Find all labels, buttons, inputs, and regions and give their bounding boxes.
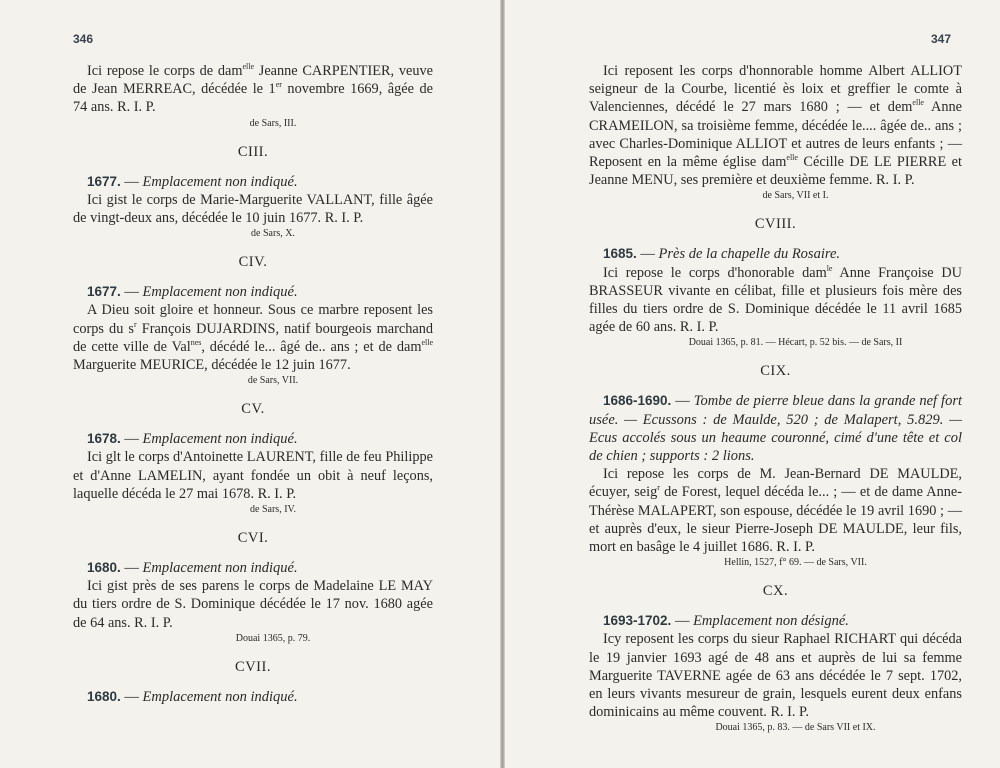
entry-source: Hellin, 1527, f° 69. — de Sars, VII. [724,557,867,569]
entry-source: de Sars, VII et I. [762,190,829,202]
entry-number: CX. [762,583,789,600]
entry-number: CV. [241,401,265,418]
entry-body: Ici glt le corps d'Antoinette LAURENT, fille de feu Philippe et d'Anne LAMELIN, ayant fondée un obit à neuf leçons, laquelle décéda le 27 mai 1678. R. I. P. [73,449,433,502]
entry-location: Tombe de pierre bleue dans la grande nef fort usée. — Ecussons : de Maulde, 520 ; de Malapert, 5.829. — Ecus accolés sous un heaume couronné, cimé d'une tête et col de chien ; supports : 2 lions. [589,393,963,465]
entry-heading [73,688,433,706]
entry-number: CIX. [760,363,791,380]
heading-dash: — [671,393,694,410]
entry-year: 1677. [87,173,121,189]
entry-location: Près de la chapelle du Rosaire. [658,246,841,263]
entry-number: CVIII. [754,216,797,233]
heading-dash: — [120,560,143,577]
entry-source: Douai 1365, p. 81. — Hécart, p. 52 bis. — de Sars, II [688,337,903,349]
entry-body: Ici repose le corps d'honorable dam$^{le}$ Anne Françoise DU BRASSEUR vivante en célibat, fille et plusieurs fois mère des filles du tiers ordre de S. Dominique décédée le 11 avril 1685 agée de 60 ans. R. I. P. [589,263,962,336]
entry-location: Emplacement non indiqué. [142,560,298,577]
entry-body: Ici repose les corps de M. Jean-Bernard DE MAULDE, écuyer, seig$^r$ de Forest, lequel décéda le... ; — et de dame Anne-Thérèse MALAPERT, son espouse, décédée le 19 avril 1690 ; — et auprès d'eux, le sieur Pierre-Joseph DE MAULDE, leur fils, mort en basâge le 4 juillet 1686. R. I. P. [589,466,963,556]
heading-dash: — [120,431,143,448]
entry-location: Emplacement non indiqué. [142,284,298,301]
entry-heading [589,392,962,465]
entry-number: CIV. [238,254,268,271]
entry-source: Douai 1365, p. 79. [235,632,311,644]
entry-location: Emplacement non désigné. [693,613,849,630]
entry-year: 1685. [603,246,637,262]
heading-dash: — [120,173,143,190]
entry-source: Douai 1365, p. 83. — de Sars VII et IX. [715,722,876,734]
entry-number: CVI. [237,530,269,547]
entry-source: de Sars, VII. [247,375,299,387]
entry-year: 1680. [87,688,121,704]
entry-location: Emplacement non indiqué. [142,688,298,705]
entry-body: A Dieu soit gloire et honneur. Sous ce marbre reposent les corps du $s^r$ François DUJARDINS, natif bourgeois marchand de cette ville de Val$^{nes}$, décédé le... âgé de.. ans ; et de dam$^{elle}$ Marguerite MEURICE, décédée le 12 juin 1677. [73,302,434,374]
entry-heading [73,173,433,191]
entry-year: 1686-1690. [603,393,672,409]
entry-source: de Sars, III. [249,117,297,129]
heading-dash: — [671,613,694,630]
page-number-right: 347 [931,32,952,46]
entry-body: Ici gist le corps de Marie-Marguerite VALLANT, fille âgée de vingt-deux ans, décédée le 10 juin 1677. R. I. P. [73,191,433,227]
left-column [73,62,433,706]
heading-dash: — [120,284,143,301]
right-column [589,62,962,734]
entry-source: de Sars, X. [251,228,295,240]
heading-dash: — [120,688,143,705]
entry-number: CVII. [235,658,271,675]
right-page [505,0,1000,768]
entry-heading [589,612,962,630]
entry-body: Icy reposent les corps du sieur Raphael RICHART qui décéda le 19 janvier 1693 agé de 48 ans et auprès de lui sa femme Marguerite TAVERNE agée de 63 ans décédée le 7 sept. 1702, en leurs vivants mesureur de grain, lesquels eurent deux enfans dominicains au même couvent. R. I. P. [589,631,962,721]
entry-year: 1693-1702. [603,613,672,629]
entry-heading [589,245,962,263]
entry-body: Ici reposent les corps d'honnorable homme Albert ALLIOT seigneur de la Courbe, licentié ès loix et greffier le comte à Valenciennes, décédé le 27 mars 1680 ; — et dem$^{elle}$ Anne CRAMEILON, sa troisième femme, décédée le.... âgée de.. ans ; avec Charles-Dominique ALLIOT et autres de leurs enfants ; — Reposent en la même église dam$^{elle}$ Cécille DE LE PIERRE et Jeanne MENU, ses première et deuxième femme. R. I. P. [589,63,962,189]
entry-heading [73,283,433,301]
entry-body: Ici repose le corps de dam$^{elle}$ Jeanne CARPENTIER, veuve de Jean MERREAC, décédée le 1er novembre 1669, âgée de 74 ans. R. I. P. [73,62,434,116]
entry-year: 1677. [87,284,121,300]
page-number-left: 346 [73,32,94,46]
entry-number: CIII. [237,143,269,160]
entry-location: Emplacement non indiqué. [142,173,298,190]
entry-year: 1680. [87,560,121,576]
heading-dash: — [636,246,659,263]
entry-heading [73,559,433,577]
entry-heading [73,430,433,448]
entry-body: Ici gist près de ses parens le corps de Madelaine LE MAY du tiers ordre de S. Dominique décédée le 17 nov. 1680 agée de 64 ans. R. I. P. [73,578,433,631]
entry-location: Emplacement non indiqué. [142,431,298,448]
entry-source: de Sars, IV. [250,504,296,516]
entry-year: 1678. [87,431,121,447]
